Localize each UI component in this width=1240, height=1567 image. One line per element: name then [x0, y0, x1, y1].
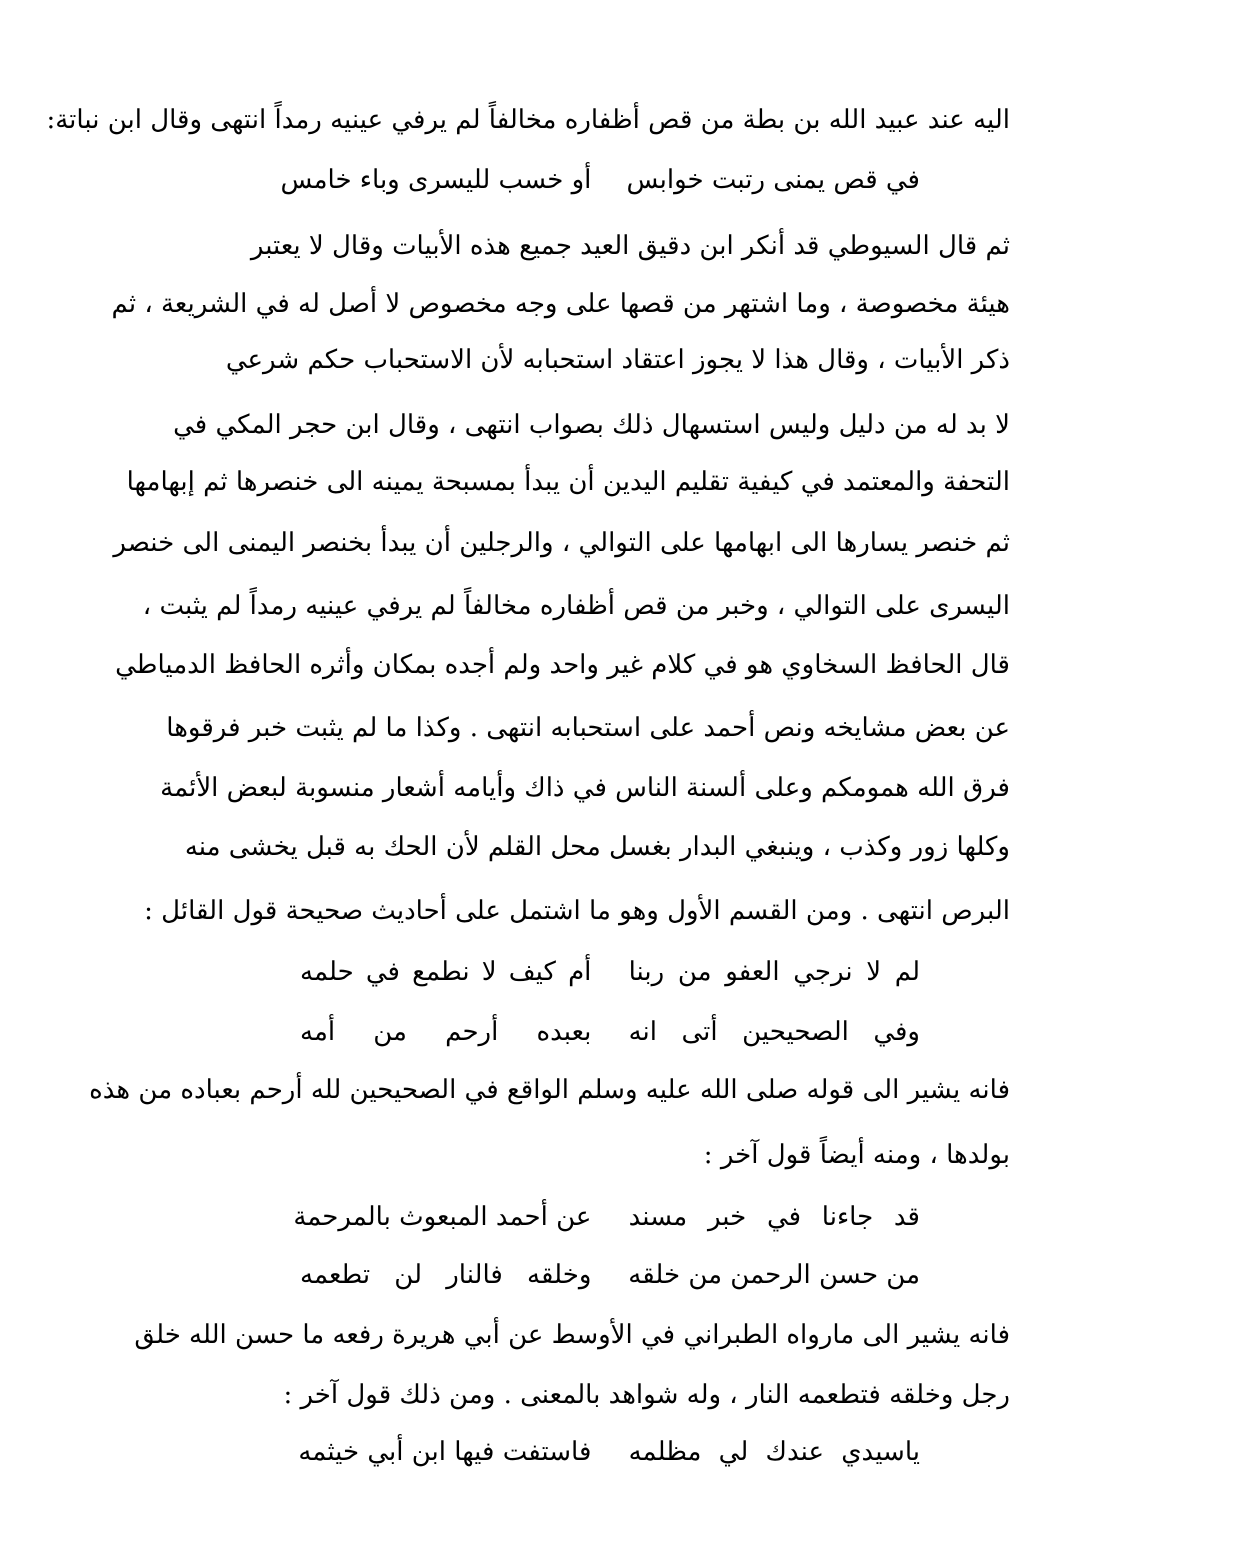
verse-line	[300, 1432, 920, 1474]
prose-line: فرق الله همومكم وعلى ألسنة الناس في ذاك وأيامه أشعار منسوبة لبعض الأئمة	[160, 773, 1010, 803]
prose-line: رجل وخلقه فتطعمه النار ، وله شواهد بالمعنى . ومن ذلك قول آخر :	[283, 1380, 1010, 1410]
verse-line	[300, 1255, 920, 1297]
verse-line	[280, 160, 920, 202]
verse-right-hemistich: من حسن الرحمن من خلقه	[628, 1260, 920, 1290]
prose-line: اليه عند عبيد الله بن بطة من قص أظفاره مخالفاً لم يرفي عينيه رمداً انتهى وقال ابن نباتة:	[46, 105, 1010, 135]
prose-line: قال الحافظ السخاوي هو في كلام غير واحد ولم أجده بمكان وأثره الحافظ الدمياطي	[115, 650, 1010, 680]
verse-left-hemistich: أو خسب لليسرى وباء خامس	[280, 165, 592, 195]
verse-right-hemistich: في قص يمنى رتبت خوابس	[626, 165, 920, 195]
prose-line: البرص انتهى . ومن القسم الأول وهو ما اشتمل على أحاديث صحيحة قول القائل :	[144, 896, 1010, 926]
verse-right-hemistich: لم لا نرجي العفو من ربنا	[628, 957, 920, 987]
prose-line: هيئة مخصوصة ، وما اشتهر من قصها على وجه مخصوص لا أصل له في الشريعة ، ثم	[111, 289, 1010, 319]
prose-line: بولدها ، ومنه أيضاً قول آخر :	[703, 1140, 1010, 1170]
prose-line: ثم قال السيوطي قد أنكر ابن دقيق العيد جميع هذه الأبيات وقال لا يعتبر	[250, 231, 1010, 261]
prose-line: لا بد له من دليل وليس استسهال ذلك بصواب انتهى ، وقال ابن حجر المكي في	[173, 410, 1010, 440]
verse-line	[293, 1197, 920, 1239]
prose-line: ثم خنصر يسارها الى ابهامها على التوالي ، والرجلين أن يبدأ بخنصر اليمنى الى خنصر	[113, 528, 1010, 558]
prose-line: فانه يشير الى قوله صلى الله عليه وسلم الواقع في الصحيحين لله أرحم بعباده من هذه	[89, 1075, 1010, 1105]
prose-line: اليسرى على التوالي ، وخبر من قص أظفاره مخالفاً لم يرفي عينيه رمداً لم يثبت ،	[142, 591, 1010, 621]
verse-left-hemistich: بعبده أرحم من أمه	[300, 1017, 592, 1047]
verse-right-hemistich: وفي الصحيحين أتى انه	[628, 1017, 920, 1047]
prose-line: وكلها زور وكذب ، وينبغي البدار بغسل محل القلم لأن الحك به قبل يخشى منه	[184, 832, 1010, 862]
verse-left-hemistich: أم كيف لا نطمع في حلمه	[300, 957, 592, 987]
verse-left-hemistich: وخلقه فالنار لن تطعمه	[300, 1260, 592, 1290]
prose-line: ذكر الأبيات ، وقال هذا لا يجوز اعتقاد استحبابه لأن الاستحباب حكم شرعي	[225, 345, 1010, 375]
verse-left-hemistich: عن أحمد المبعوث بالمرحمة	[293, 1202, 592, 1232]
verse-line	[300, 952, 920, 994]
verse-right-hemistich: ياسيدي عندك لي مظلمه	[628, 1437, 920, 1467]
prose-line: التحفة والمعتمد في كيفية تقليم اليدين أن يبدأ بمسبحة يمينه الى خنصرها ثم إبهامها	[126, 467, 1010, 497]
verse-line	[300, 1012, 920, 1054]
verse-left-hemistich: فاستفت فيها ابن أبي خيثمه	[298, 1437, 592, 1467]
prose-line: عن بعض مشايخه ونص أحمد على استحبابه انتهى . وكذا ما لم يثبت خبر فرقوها	[166, 713, 1010, 743]
verse-right-hemistich: قد جاءنا في خبر مسند	[628, 1202, 920, 1232]
prose-line: فانه يشير الى مارواه الطبراني في الأوسط عن أبي هريرة رفعه ما حسن الله خلق	[134, 1320, 1010, 1350]
